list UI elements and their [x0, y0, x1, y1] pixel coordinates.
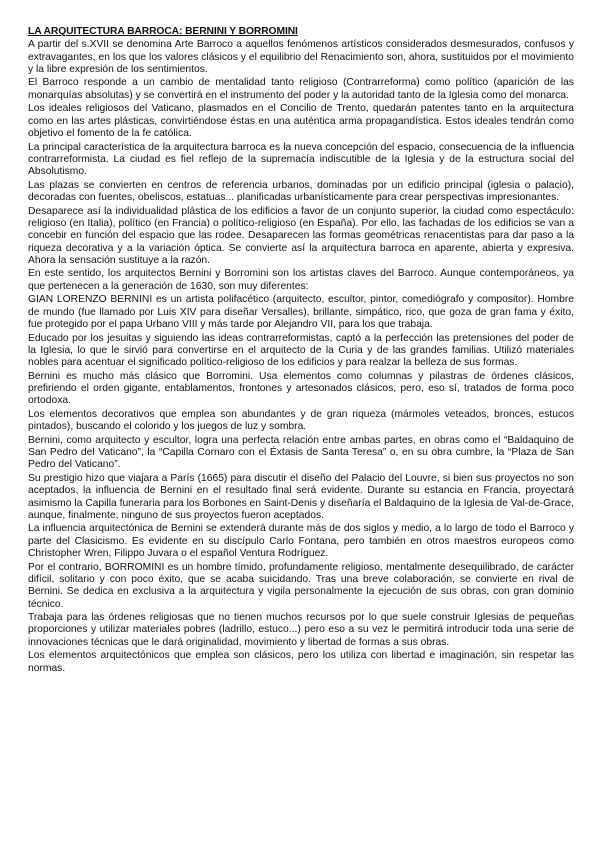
paragraph-borromini-elementos: Los elementos arquitectónicos que emplea son clásicos, pero los utiliza con libertad e imaginación, sin respetar las normas. [28, 650, 574, 674]
paragraph-bernini-obras: Bernini, como arquitecto y escultor, logra una perfecta relación entre ambas partes, en obras como el “Baldaquino de San Pedro del Vaticano”, la “Capilla Cornaro con el Éxtasis de Santa Teresa” o, en su obra cumbre, la “Plaza de San Pedro del Vaticano”. [28, 434, 574, 471]
paragraph-bernini-paris: Su prestigio hizo que viajara a París (1665) para discutir el diseño del Palacio del Louvre, si bien sus proyectos no son aceptados, la influencia de Bernini en el resultado final será evidente. Durante su estancia en Francia, proyectará asimismo la Capilla funeraria para los Borbones en Saint-Denis y diseñaría el Baldaquino de la Iglesia de Val-de-Grace, aunque, finalmente, ninguno de sus proyectos fueron aceptados. [28, 472, 574, 521]
paragraph-bernini-intro: GIAN LORENZO BERNINI es un artista polifacético (arquitecto, escultor, pintor, comediógrafo y compositor). Hombre de mundo (fue llamado por Luis XIV para diseñar Versalles), brillante, simpático, rico, que goza de gran fama y éxito, fue protegido por el papa Urbano VIII y más tarde por Alejandro VII, para los que trabaja. [28, 294, 574, 330]
paragraph-concepcion-espacio: La principal característica de la arquitectura barroca es la nueva concepción del espacio, consecuencia de la influencia contrarreformista. La ciudad es fiel reflejo de la supremacía indiscutible de la Iglesia y de la estructura social del Absolutismo. [28, 141, 574, 178]
paragraph-cambio-mentalidad: El Barroco responde a un cambio de mentalidad tanto religioso (Contrarreforma) como político (aparición de las monarquías absolutas) y se convertirá en el instrumento del poder y la autoridad tanto de la Iglesia como del monarca. [28, 77, 574, 101]
paragraph-borromini-ordenes: Trabaja para las órdenes religiosas que no tienen muchos recursos por lo que suele construir Iglesias de pequeñas proporciones y utilizar materiales pobres (ladrillo, estuco...) pero eso a su vez le permitirá introducir toda una serie de innovaciones técnicas que le dará originalidad, movimiento y libertad de formas a sus obras. [28, 612, 574, 648]
paragraph-bernini-influencia: La influencia arquitectónica de Bernini se extenderá durante más de dos siglos y medio, a lo largo de todo el Barroco y parte del Clasicismo. Es evidente en su discípulo Carlo Fontana, pero también en otros maestros europeos como Christopher Wren, Filippo Juvara o el español Ventura Rodríguez. [28, 523, 574, 560]
document-title: LA ARQUITECTURA BARROCA: BERNINI Y BORROMINI [28, 26, 298, 37]
paragraph-plazas: Las plazas se convierten en centros de referencia urbanos, dominadas por un edificio principal (iglesia o palacio), decoradas con fuentes, obeliscos, estatuas... planificadas urbanísticamente para crear perspectivas impresionantes. [28, 179, 574, 204]
document-page [28, 26, 574, 676]
paragraph-ciudad-espectaculo: Desaparece así la individualidad plástica de los edificios a favor de un conjunto superior, la ciudad como espectáculo: religioso (en Italia), político (en Francia) o político-religioso (en España). Por ello, las fachadas de los edificios se van a concebir en función del espacio que las rodee. Desaparecen las formas geométricas renacentistas para dar paso a la riqueza decorativa y a la variación óptica. Se convierte así la arquitectura barroca en aparente, abierta y expresiva. Ahora la sensación sustituye a la razón. [28, 205, 574, 266]
paragraph-borromini-intro: Por el contrario, BORROMINI es un hombre tímido, profundamente religioso, mentalmente desequilibrado, de carácter difícil, solitario y con poco éxito, que se acaba suicidando. Tras una breve colaboración, se convierte en rival de Bernini. Se dedica en exclusiva a la arquitectura y vigila personalmente la ejecución de sus obras, con gran dominio técnico. [28, 561, 574, 610]
paragraph-elementos-decorativos: Los elementos decorativos que emplea son abundantes y de gran riqueza (mármoles veteados, bronces, estucos pintados), buscando el colorido y los juegos de luz y sombra. [28, 408, 574, 433]
paragraph-ideales-religiosos: Los ideales religiosos del Vaticano, plasmados en el Concilio de Trento, quedarán patentes tanto en la arquitectura como en las artes plásticas, convirtiéndose éstas en una auténtica arma propagandística. Estos ideales tendrán como objetivo el fomento de la fe católica. [28, 103, 574, 139]
paragraph-bernini-borromini: En este sentido, los arquitectos Bernini y Borromini son los artistas claves del Barroco. Aunque contemporáneos, ya que pertenecen a la generación de 1630, son muy diferentes: [28, 268, 574, 292]
paragraph-bernini-clasico: Bernini es mucho más clásico que Borromini. Usa elementos como columnas y pilastras de órdenes clásicos, prefiriendo el orden gigante, entablamentos, frontones y artesonados clásicos, pero, eso sí, tratados de forma poco ortodoxa. [28, 370, 574, 407]
paragraph-bernini-jesuitas: Educado por los jesuitas y siguiendo las ideas contrarreformistas, captó a la perfección las pretensiones del poder de la Iglesia, lo que le sirvió para convertirse en el arquitecto de la Curia y de las grandes familias. Utilizó materiales nobles para acentuar el significado político-religioso de los edificios y para realzar la belleza de sus formas. [28, 332, 574, 369]
paragraph-barroco-definicion: A partir del s.XVII se denomina Arte Barroco a aquellos fenómenos artísticos considerados desmesurados, confusos y extravagantes, en los que los valores clásicos y el equilibrio del Renacimiento son, ahora, sustituidos por el movimiento y la libre expresión de los sentimientos. [28, 39, 574, 75]
